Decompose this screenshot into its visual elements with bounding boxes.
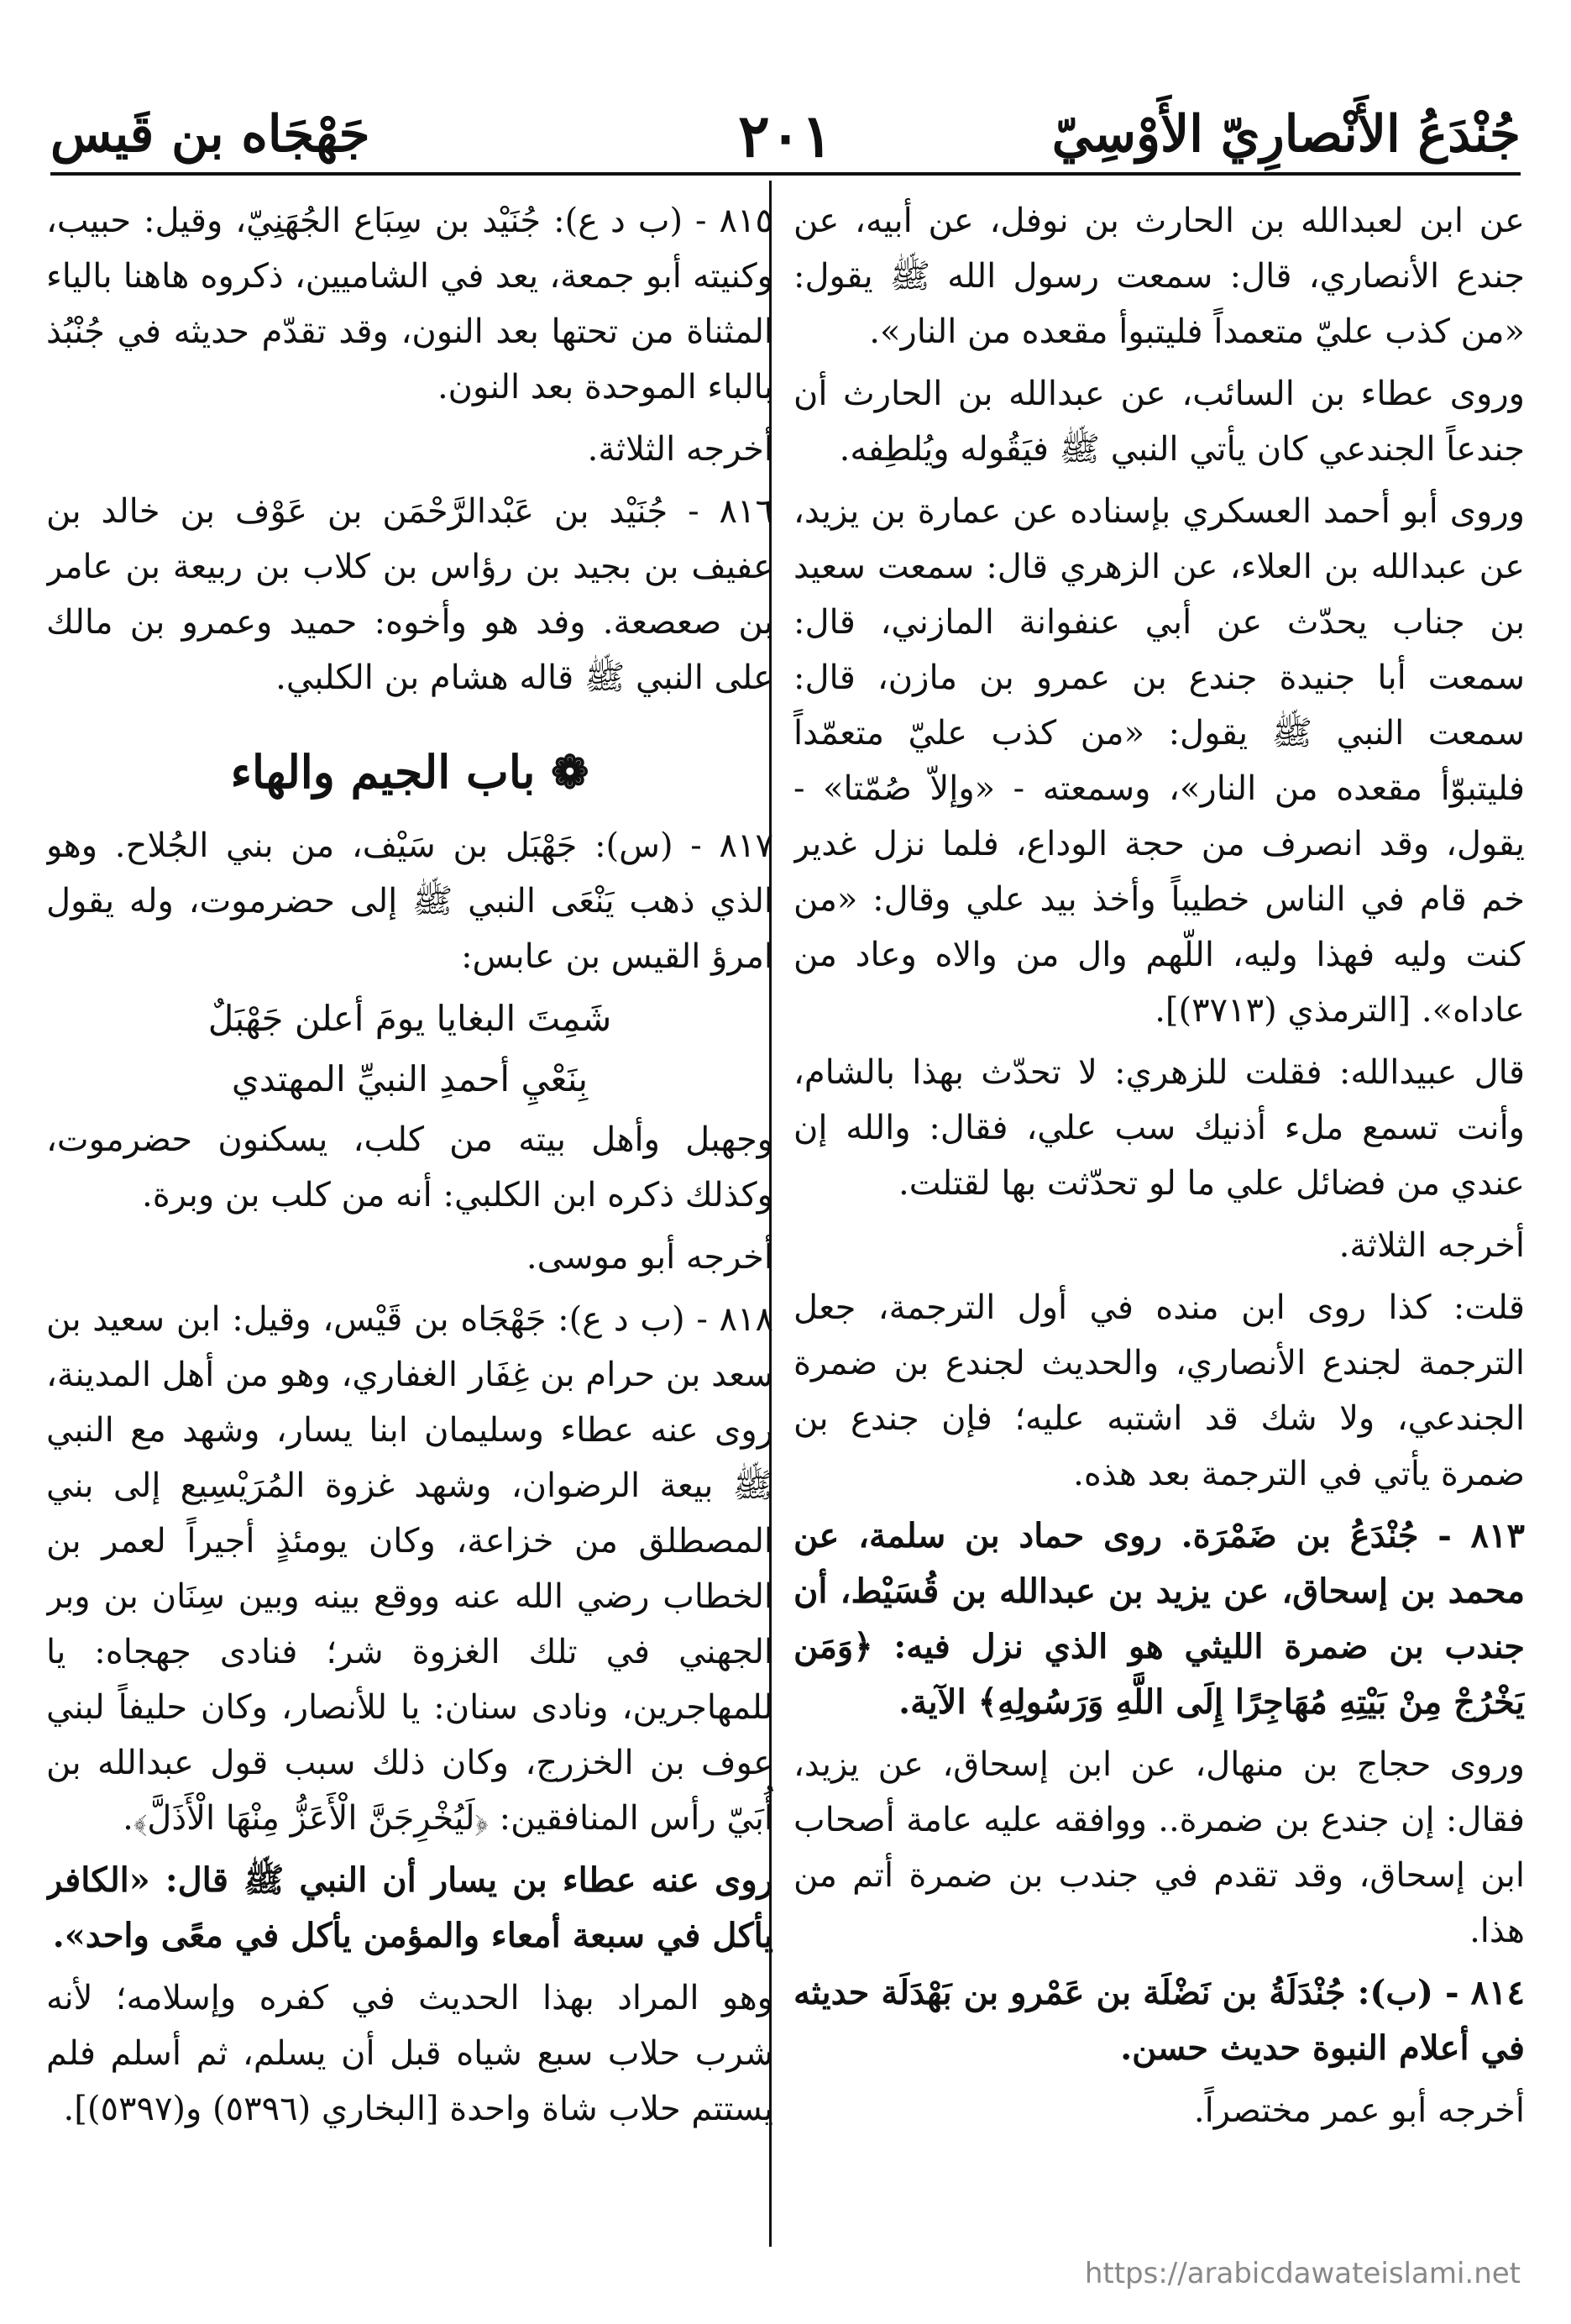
hadith-quote: روى عنه عطاء بن يسار أن النبي ﷺ قال: «الكافر يأكل في سبعة أمعاء والمؤمن يأكل في معًى واحد». [46,1860,773,1955]
paragraph: قلت: كذا روى ابن منده في أول الترجمة، جعل الترجمة لجندع الأنصاري، والحديث لجندع بن ضمرة الجندعي، ولا شك قد اشتبه عليه؛ فإن جندع بن ضمرة يأتي في الترجمة بعد هذه. [793,1288,1525,1493]
page-number: ٢٠١ [738,101,833,170]
watermark-url: https://arabicdawateislami.net [1084,2257,1521,2290]
paragraph: عن ابن لعبدالله بن الحارث بن نوفل، عن أبيه، عن جندع الأنصاري، قال: سمعت رسول الله ﷺ يقول: «من كذب عليّ متعمداً فليتبوأ مقعده من النار». [793,202,1525,351]
entry-813: ٨١٣ - جُنْدَعُ بن ضَمْرَة. روى حماد بن سلمة، عن محمد بن إسحاق، عن يزيد بن عبدالله بن قُسَيْط، أن جندب بن ضمرة الليثي هو الذي نزل فيه: ﴿وَمَن يَخْرُجْ مِنْ بَيْتِهِ مُهَاجِرًا إِلَى اللَّهِ وَرَسُولِهِ﴾ الآية. [793,1516,1525,1722]
entry-815: ٨١٥ - (ب د ع): جُنَيْد بن سِبَاع الجُهَنِيّ، وقيل: حبيب، وكنيته أبو جمعة، يعد في الشاميين، ذكروه هاهنا بالياء المثناة من تحتها بعد النون، وقد تقدّم حديثه في جُنْبُذ بالباء الموحدة بعد النون. [46,202,773,407]
left-column [46,193,773,2265]
right-column [793,193,1525,2265]
entry-816: ٨١٦ - جُنَيْد بن عَبْدالرَّحْمَن بن عَوْف بن خالد بن عفيف بن بجيد بن رؤاس بن كلاب بن ربيعة بن عامر بن صعصعة. وفد هو وأخوه: حميد وعمرو بن مالك على النبي ﷺ قاله هشام بن الكلبي. [46,492,773,697]
entry-814: ٨١٤ - (ب): جُنْدَلَةُ بن نَضْلَة بن عَمْرو بن بَهْدَلَة حديثه في أعلام النبوة حديث حسن. [793,1973,1525,2068]
paragraph: وروى حجاج بن منهال، عن ابن إسحاق، عن يزيد، فقال: إن جندع بن ضمرة.. ووافقه عليه عامة أصحاب ابن إسحاق، وقد تقدم في جندب بن ضمرة أتم من هذا. [793,1745,1525,1950]
section-title: ❁ باب الجيم والهاء [230,745,589,799]
paragraph: أخرجه أبو موسى. [526,1238,773,1277]
verse-line-2: بِنَعْيِ أحمدِ النبيِّ المهتدي [231,1058,589,1099]
paragraph: أخرجه الثلاثة. [587,430,773,469]
header-rule [50,172,1521,176]
paragraph: وروى عطاء بن السائب، عن عبدالله بن الحارث أن جندعاً الجندعي كان يأتي النبي ﷺ فيَقُوله ويُلطِفه. [793,375,1525,469]
paragraph: وجهبل وأهل بيته من كلب، يسكنون حضرموت، وكذلك ذكره ابن الكلبي: أنه من كلب بن وبرة. [46,1120,773,1214]
entry-818: ٨١٨ - (ب د ع): جَهْجَاه بن قَيْس، وقيل: ابن سعيد بن سعد بن حرام بن غِفَار الغفاري، وهو من أهل المدينة، روى عنه عطاء وسليمان ابنا يسار، وشهد مع النبي ﷺ بيعة الرضوان، وشهد غزوة المُرَيْسِيع إلى بني المصطلق من خزاعة، وكان يومئذٍ أجيراً لعمر بن الخطاب رضي الله عنه ووقع بينه وبين سِنَان بن وبر الجهني في تلك الغزوة شر؛ فنادى جهجاه: يا للمهاجرين، ونادى سنان: يا للأنصار، وكان حليفاً لبني عوف بن الخزرج، وكان ذلك سبب قول عبدالله بن أُبَيّ رأس المنافقين: ﴿لَيُخْرِجَنَّ الْأَعَزُّ مِنْهَا الْأَذَلَّ﴾. [46,1300,773,1838]
paragraph: قال عبيدالله: فقلت للزهري: لا تحدّث بهذا بالشام، وأنت تسمع ملء أذنيك سب علي، فقال: والله إن عندي من فضائل علي ما لو تحدّثت بها لقتلت. [793,1053,1525,1203]
paragraph: أخرجه أبو عمر مختصراً. [1193,2091,1525,2130]
page-header [50,80,1521,172]
entry-817: ٨١٧ - (س): جَهْبَل بن سَيْف، من بني الجُلاح. وهو الذي ذهب يَنْعَى النبي ﷺ إلى حضرموت، وله يقول امرؤ القيس بن عابس: [46,826,773,976]
running-title-left: جَهْجَاه بن قَيس [50,105,370,164]
verse-line-1: شَمِتَ البغايا يومَ أعلن جَهْبَلٌ [207,998,612,1039]
running-title-right: جُنْدَعُ الأَنْصارِيّ الأَوْسِيّ [1051,105,1521,164]
paragraph: وروى أبو أحمد العسكري بإسناده عن عمارة بن يزيد، عن عبدالله بن العلاء، عن الزهري قال: سمعت سعيد بن جناب يحدّث عن أبي عنفوانة المازني، قال: سمعت أبا جنيدة جندع بن عمرو بن مازن، قال: سمعت النبي ﷺ يقول: «من كذب عليّ متعمّداً فليتبوّأ مقعده من النار»، وسمعته - «وإلاّ صُمّتا» - يقول، وقد انصرف من حجة الوداع، فلما نزل غدير خم قام في الناس خطيباً وأخذ بيد علي وقال: «من كنت وليه فهذا وليه، اللّهم وال من والاه وعاد من عاداه». [الترمذي (٣٧١٣)]. [793,492,1525,1030]
paragraph: وهو المراد بهذا الحديث في كفره وإسلامه؛ لأنه شرب حلاب سبع شياه قبل أن يسلم، ثم أسلم فلم يستتم حلاب شاة واحدة [البخاري (٥٣٩٦) و(٥٣٩٧)]. [46,1979,773,2128]
paragraph: أخرجه الثلاثة. [1338,1226,1525,1265]
